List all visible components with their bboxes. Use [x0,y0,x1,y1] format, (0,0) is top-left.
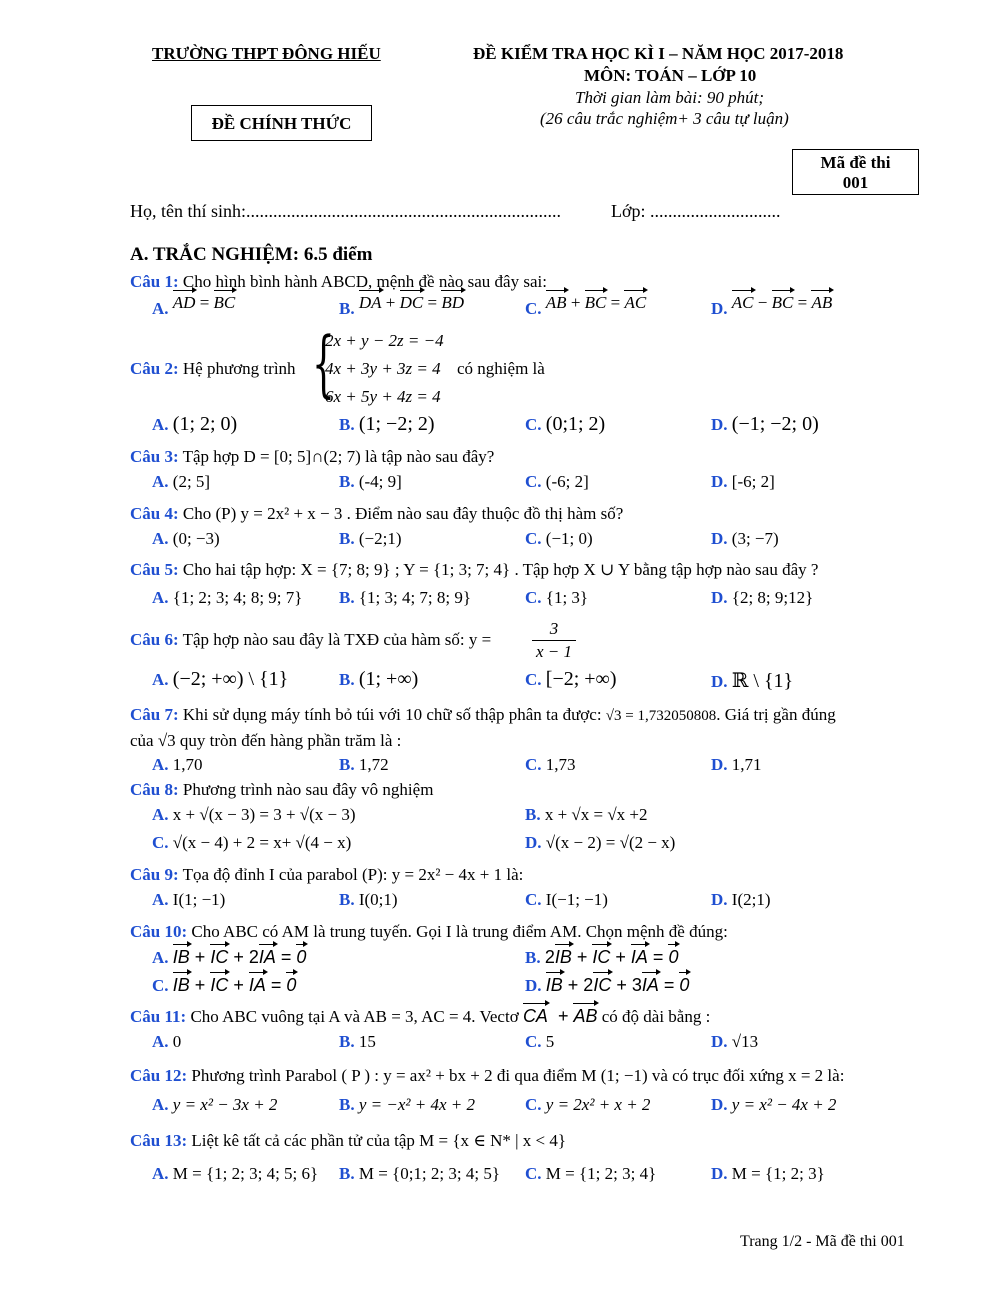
question-10-option-c[interactable]: C. IB + IC + IA = 0 [152,975,297,995]
option-text: {1; 3} [545,588,589,607]
option-letter: B. [339,670,355,689]
exam-title: ĐỀ KIỂM TRA HỌC KÌ I – NĂM HỌC 2017-2018 [473,44,844,63]
question-6-option-d[interactable] [711,668,793,693]
question-12-option-c[interactable] [525,1095,650,1115]
fraction-numerator: 3 [532,618,576,641]
question-5-option-a[interactable] [152,588,302,608]
question-9-option-a[interactable] [152,890,225,910]
option-text: (−1; −2; 0) [731,413,819,435]
option-text: I(0;1) [358,890,398,909]
question-7 [130,705,836,725]
option-text: M = {1; 2; 3; 4} [545,1164,657,1183]
question-3-label: Câu 3: [130,447,179,466]
option-text: 15 [358,1032,376,1051]
question-2-option-d[interactable] [711,413,819,436]
question-12-option-d[interactable] [711,1095,836,1115]
option-text: M = {1; 2; 3; 4; 5; 6} [172,1164,319,1183]
question-8-option-c[interactable] [152,833,351,853]
question-4-option-c[interactable] [525,529,593,549]
question-5-option-d[interactable] [711,588,813,608]
question-1-option-c[interactable]: C. AB + BC = AC [525,293,647,318]
question-4-option-d[interactable] [711,529,779,549]
option-letter: B. [339,472,355,491]
question-11-text: Cho ABC vuông tại A và AB = 3, AC = 4. Vectơ [190,1007,519,1026]
question-2-eq1: 2x + y − 2z = −4 [325,331,444,350]
option-letter: B. [339,415,355,434]
question-1-label: Câu 1: [130,272,179,291]
question-7-label: Câu 7: [130,705,179,724]
option-letter: D. [711,1095,728,1114]
option-letter: C. [525,1032,542,1051]
option-letter: C. [525,670,542,689]
question-1-option-d[interactable]: D. AC − BC = AB [711,293,833,318]
question-10-label: Câu 10: [130,922,188,941]
option-text: y = −x² + 4x + 2 [358,1095,475,1114]
option-letter: C. [525,472,542,491]
question-3-option-b[interactable] [339,472,402,492]
question-5-text: Cho hai tập hợp: X = {7; 8; 9} ; Y = {1; 3; 7; 4} . Tập hợp X ∪ Y bằng tập hợp nào sau đây ? [182,560,819,579]
option-text: (1; −2; 2) [358,413,435,435]
question-11-option-a[interactable] [152,1032,181,1052]
option-text: (1; 2; 0) [172,413,238,435]
option-text: y = 2x² + x + 2 [545,1095,651,1114]
question-6-option-a[interactable] [152,668,288,691]
option-letter: B. [339,755,355,774]
option-text: (−1; 0) [545,529,593,548]
option-text: {1; 3; 4; 7; 8; 9} [358,588,472,607]
option-letter: B. [339,529,355,548]
student-name-field: Họ, tên thí sinh:...................................................................... [130,201,561,221]
question-13-option-c[interactable] [525,1164,656,1184]
question-6-option-b[interactable] [339,668,418,691]
exam-time: Thời gian làm bài: 90 phút; [575,88,764,107]
question-12-label: Câu 12: [130,1066,188,1085]
option-text: {2; 8; 9;12} [731,588,814,607]
question-10-option-b[interactable]: B. 2IB + IC + IA = 0 [525,947,679,967]
option-text: M = {0;1; 2; 3; 4; 5} [358,1164,500,1183]
question-8-option-d[interactable] [525,833,675,853]
option-letter: B. [339,1032,355,1051]
question-2 [130,359,296,379]
school-name: TRƯỜNG THPT ĐÔNG HIẾU [152,44,381,63]
option-text: 5 [545,1032,555,1051]
question-5-label: Câu 5: [130,560,179,579]
question-3 [130,447,494,467]
option-text: I(2;1) [731,890,771,909]
option-text: x + √(x − 3) = 3 + √(x − 3) [172,805,356,824]
option-letter: D. [711,1032,728,1051]
question-5-option-b[interactable] [339,588,471,608]
question-4-label: Câu 4: [130,504,179,523]
option-letter: C. [525,755,542,774]
option-text: √(x − 4) + 2 = x+ √(4 − x) [172,833,352,852]
question-13 [130,1131,566,1151]
question-8 [130,780,433,800]
option-text: [−2; +∞) [545,668,617,690]
exam-code-box [792,149,919,195]
question-3-option-a[interactable] [152,472,210,492]
option-letter: A. [152,1032,169,1051]
question-10-option-a[interactable]: A. IB + IC + 2IA = 0 [152,947,307,967]
option-letter: C. [525,1164,542,1183]
question-5 [130,560,818,580]
option-text: M = {1; 2; 3} [731,1164,825,1183]
question-7-value: √3 = 1,732050808 [605,708,717,724]
question-4-option-b[interactable] [339,529,401,549]
question-4-option-a[interactable] [152,529,220,549]
option-letter: C. [525,299,542,318]
question-2-option-b[interactable] [339,413,435,436]
question-6 [130,630,491,650]
question-7-text: Khi sử dụng máy tính bỏ túi với 10 chữ số thập phân ta được: [182,705,602,724]
official-box [191,105,372,141]
option-letter: B. [525,805,541,824]
question-8-option-a[interactable] [152,805,356,825]
question-6-label: Câu 6: [130,630,179,649]
question-3-text: Tập hợp D = [0; 5]∩(2; 7) là tập nào sau đây? [182,447,495,466]
question-11-option-b[interactable] [339,1032,376,1052]
exam-code-label: Mã đề thi [820,153,891,172]
question-5-option-c[interactable] [525,588,588,608]
question-10 [130,922,728,942]
option-letter: D. [711,472,728,491]
question-8-text: Phương trình nào sau đây vô nghiệm [182,780,434,799]
question-8-option-b[interactable] [525,805,648,825]
option-letter: D. [711,588,728,607]
option-letter: A. [152,588,169,607]
question-12-text: Phương trình Parabol ( P ) : y = ax² + bx + 2 đi qua điểm M (1; −1) và có trục đối xứng x = 2 là: [191,1066,845,1085]
question-8-label: Câu 8: [130,780,179,799]
question-3-option-d[interactable] [711,472,775,492]
question-7-option-b[interactable] [339,755,389,775]
option-text: (−2;1) [358,529,402,548]
question-10-text: Cho ABC có AM là trung tuyến. Gọi I là trung điểm AM. Chọn mệnh đề đúng: [191,922,728,941]
system-brace: { [312,321,335,405]
question-10-option-d[interactable]: D. IB + 2IC + 3IA = 0 [525,975,690,995]
option-text: √(x − 2) = √(2 − x) [545,833,676,852]
option-letter: B. [525,948,541,967]
question-11-option-c[interactable] [525,1032,554,1052]
question-1-text: Cho hình bình hành ABCD, mệnh đề nào sau đây sai: [182,272,547,291]
option-letter: A. [152,805,169,824]
question-9-option-d[interactable] [711,890,771,910]
option-text: (-6; 2] [545,472,589,491]
option-letter: B. [339,1095,355,1114]
option-letter: A. [152,755,169,774]
option-text: [-6; 2] [731,472,775,491]
question-11: Câu 11: Cho ABC vuông tại A và AB = 3, AC = 4. Vectơ CA + AB có độ dài bằng : [130,1006,711,1026]
option-letter: A. [152,529,169,548]
option-letter: D. [711,529,728,548]
option-letter: B. [339,299,355,318]
question-1-option-a[interactable]: A. AD = BC [152,293,236,318]
exam-subject: MÔN: TOÁN – LỚP 10 [584,66,757,85]
option-text: (-4; 9] [358,472,402,491]
question-13-option-a[interactable] [152,1164,318,1184]
option-text: y = x² − 4x + 2 [731,1095,837,1114]
option-letter: A. [152,1164,169,1183]
option-letter: C. [525,1095,542,1114]
option-text: (0; −3) [172,529,220,548]
question-2-eq2: 4x + 3y + 3z = 4 [325,359,441,378]
question-4 [130,504,623,524]
option-text: x + √x = √x +2 [544,805,648,824]
question-2-option-a[interactable] [152,413,237,436]
question-2-text: Hệ phương trình [182,359,296,378]
option-text: ℝ \ {1} [731,670,794,692]
question-4-text: Cho (P) y = 2x² + x − 3 . Điểm nào sau đây thuộc đồ thị hàm số? [182,504,624,523]
option-letter: D. [711,415,728,434]
option-text: I(1; −1) [172,890,226,909]
option-text: 1,73 [545,755,576,774]
question-13-option-d[interactable] [711,1164,825,1184]
question-2-label: Câu 2: [130,359,179,378]
question-9-label: Câu 9: [130,865,179,884]
question-7-line2: của √3 quy tròn đến hàng phần trăm là : [130,731,402,750]
option-letter: B. [339,1164,355,1183]
option-text: (1; +∞) [358,668,419,690]
fraction-denominator: x − 1 [536,642,573,661]
option-letter: C. [152,976,169,995]
option-letter: D. [711,890,728,909]
question-9 [130,865,523,885]
question-6-text: Tập hợp nào sau đây là TXĐ của hàm số: y = [182,630,492,649]
question-7-option-a[interactable] [152,755,203,775]
official-label: ĐỀ CHÍNH THỨC [211,114,352,133]
question-12-option-a[interactable] [152,1095,277,1115]
option-text: I(−1; −1) [545,890,608,909]
option-letter: A. [152,670,169,689]
question-9-text: Tọa độ đỉnh I của parabol (P): y = 2x² − 4x + 1 là: [182,865,524,884]
option-letter: A. [152,415,169,434]
option-text: y = x² − 3x + 2 [172,1095,278,1114]
question-11-text2: có độ dài bằng : [601,1007,711,1026]
question-13-option-b[interactable] [339,1164,500,1184]
option-letter: C. [152,833,169,852]
question-12-option-b[interactable] [339,1095,475,1115]
option-text: {1; 2; 3; 4; 8; 9; 7} [172,588,303,607]
option-letter: C. [525,529,542,548]
option-letter: A. [152,948,169,967]
option-text: (0;1; 2) [545,413,606,435]
option-text: 1,71 [731,755,762,774]
option-letter: C. [525,588,542,607]
question-11-label: Câu 11: [130,1007,187,1026]
question-13-label: Câu 13: [130,1131,188,1150]
question-11-option-d[interactable] [711,1032,758,1052]
question-9-option-c[interactable] [525,890,608,910]
option-letter: C. [525,415,542,434]
option-letter: C. [525,890,542,909]
exam-structure: (26 câu trắc nghiệm+ 3 câu tự luận) [540,109,789,128]
option-letter: A. [152,1095,169,1114]
question-2-option-c[interactable] [525,413,605,436]
option-letter: A. [152,299,169,318]
question-2-tail: có nghiệm là [457,359,545,378]
option-letter: D. [525,833,542,852]
exam-code: 001 [842,173,869,192]
option-letter: A. [152,890,169,909]
question-6-option-c[interactable] [525,668,616,691]
option-letter: D. [711,755,728,774]
question-3-option-c[interactable] [525,472,589,492]
question-7-option-d[interactable] [711,755,762,775]
option-text: 0 [172,1032,182,1051]
section-a-title: A. TRẮC NGHIỆM: 6.5 điểm [130,244,373,265]
option-text: (3; −7) [731,529,779,548]
option-letter: D. [711,299,728,318]
question-12 [130,1066,844,1086]
option-letter: D. [711,672,728,691]
question-2-eq3: 6x + 5y + 4z = 4 [325,387,441,406]
page-footer: Trang 1/2 - Mã đề thi 001 [740,1233,905,1250]
option-letter: A. [152,472,169,491]
question-7-option-c[interactable] [525,755,576,775]
question-6-fraction [532,618,576,663]
student-class-field: Lớp: ............................. [611,201,781,221]
question-7-text2: . Giá trị gần đúng [716,705,836,724]
option-letter: D. [711,1164,728,1183]
question-9-option-b[interactable] [339,890,398,910]
option-letter: B. [339,890,355,909]
option-letter: D. [525,976,542,995]
option-text: (2; 5] [172,472,211,491]
option-text: 1,70 [172,755,203,774]
question-13-text: Liệt kê tất cả các phần tử của tập M = {x ∈ N* | x < 4} [191,1131,567,1150]
option-text: 1,72 [358,755,389,774]
option-text: √13 [731,1032,759,1051]
question-1-option-b[interactable]: B. DA + DC = BD [339,293,464,318]
option-letter: B. [339,588,355,607]
option-text: (−2; +∞) \ {1} [172,668,289,690]
